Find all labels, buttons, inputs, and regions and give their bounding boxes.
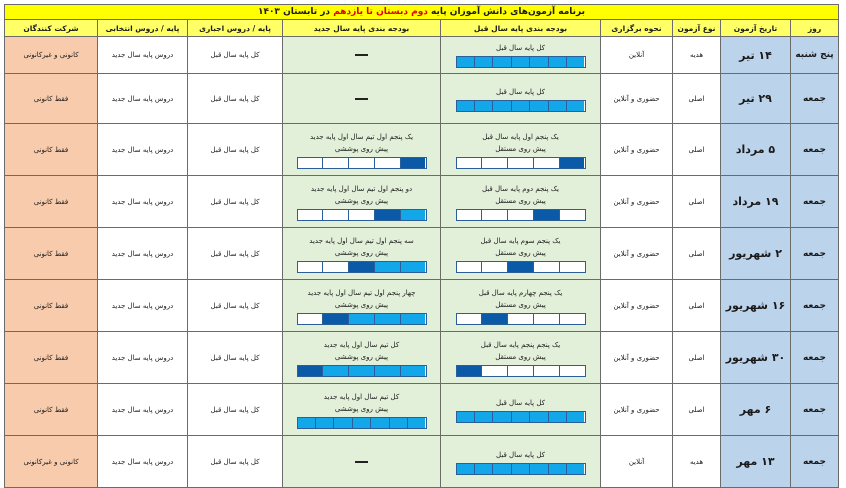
optional-cell: دروس پایه سال جدید (98, 124, 188, 176)
header-participants: شرکت کنندگان (5, 20, 98, 37)
progress-segment (375, 262, 401, 272)
mode-cell: حضوری و آنلاین (601, 228, 673, 280)
progress-bar (456, 100, 586, 112)
progress-segment (512, 412, 530, 422)
participants-cell: کانونی و غیرکانونی (5, 37, 98, 74)
participants-cell: فقط کانونی (5, 228, 98, 280)
progress-segment (457, 158, 483, 168)
mode-cell: آنلاین (601, 37, 673, 74)
header-budget-old: بودجه بندی پایه سال قبل (441, 20, 601, 37)
progress-segment (482, 314, 508, 324)
budget-line: کل پایه سال قبل (496, 398, 545, 407)
optional-cell: دروس پایه سال جدید (98, 228, 188, 280)
progress-segment (401, 366, 426, 376)
optional-cell: دروس پایه سال جدید (98, 74, 188, 124)
budget-line: پیش روی پوششی (334, 196, 389, 205)
mandatory-cell: کل پایه سال قبل (188, 37, 283, 74)
date-cell: ۳۰ شهریور (721, 332, 791, 384)
progress-segment (349, 314, 375, 324)
progress-segment (457, 464, 475, 474)
header-row (5, 20, 839, 37)
table-row (5, 332, 839, 384)
participants-cell: فقط کانونی (5, 384, 98, 436)
budget-line: کل تیم سال اول پایه جدید (323, 340, 400, 349)
header-type: نوع آزمون (673, 20, 721, 37)
progress-segment (512, 57, 530, 67)
progress-segment (530, 101, 548, 111)
title-part2: در تابستان ۱۴۰۳ (257, 7, 331, 17)
budget-line: چهار پنجم اول تیم سال اول پایه جدید (307, 288, 416, 297)
mandatory-cell: کل پایه سال قبل (188, 280, 283, 332)
progress-segment (316, 418, 334, 428)
budget-line: یک پنجم پنجم پایه سال قبل (480, 340, 561, 349)
budget-line: کل تیم سال اول پایه جدید (323, 392, 400, 401)
table-row (5, 37, 839, 74)
progress-segment (512, 101, 530, 111)
progress-segment (560, 366, 585, 376)
budget-old-cell (441, 74, 601, 124)
day-cell: پنج شنبه (791, 37, 839, 74)
budget-new-cell (283, 74, 441, 124)
progress-segment (349, 366, 375, 376)
budget-line: پیش روی پوششی (334, 300, 389, 309)
progress-segment (567, 101, 584, 111)
budget-old-cell (441, 124, 601, 176)
progress-bar (297, 365, 427, 377)
mandatory-cell: کل پایه سال قبل (188, 176, 283, 228)
table-row (5, 228, 839, 280)
day-cell: جمعه (791, 436, 839, 488)
budget-new-cell (283, 384, 441, 436)
budget-old-cell (441, 384, 601, 436)
budget-line: پیش روی مستقل (495, 352, 546, 361)
progress-segment (482, 158, 508, 168)
progress-segment (349, 262, 375, 272)
progress-segment (323, 158, 349, 168)
exam-type-cell: اصلی (673, 74, 721, 124)
exam-type-cell: اصلی (673, 124, 721, 176)
table-row (5, 74, 839, 124)
day-cell: جمعه (791, 384, 839, 436)
progress-segment (508, 366, 534, 376)
date-cell: ۶ مهر (721, 384, 791, 436)
progress-segment (534, 314, 560, 324)
day-cell: جمعه (791, 228, 839, 280)
date-cell: ۱۴ تیر (721, 37, 791, 74)
progress-segment (457, 210, 483, 220)
progress-segment (475, 412, 493, 422)
mandatory-cell: کل پایه سال قبل (188, 228, 283, 280)
budget-new-cell (283, 37, 441, 74)
progress-segment (401, 262, 426, 272)
progress-segment (482, 366, 508, 376)
progress-segment (549, 464, 567, 474)
progress-segment (323, 314, 349, 324)
budget-line: کل پایه سال قبل (496, 44, 545, 52)
progress-segment (493, 101, 511, 111)
progress-segment (508, 314, 534, 324)
progress-segment (534, 210, 560, 220)
header-optional: پایه / دروس انتخابی (98, 20, 188, 37)
budget-line: دو پنجم اول تیم سال اول پایه جدید (310, 184, 413, 193)
exam-type-cell: اصلی (673, 332, 721, 384)
empty-dash (355, 54, 368, 56)
progress-segment (375, 314, 401, 324)
progress-bar (456, 209, 586, 221)
participants-cell: فقط کانونی (5, 124, 98, 176)
progress-bar (297, 313, 427, 325)
day-cell: جمعه (791, 332, 839, 384)
budget-line: پیش روی پوششی (334, 352, 389, 361)
budget-line: یک پنجم اول پایه سال قبل (482, 132, 559, 141)
progress-bar (297, 157, 427, 169)
progress-segment (390, 418, 408, 428)
date-cell: ۱۹ مرداد (721, 176, 791, 228)
exam-type-cell: اصلی (673, 280, 721, 332)
mode-cell: حضوری و آنلاین (601, 74, 673, 124)
budget-new-cell (283, 436, 441, 488)
exam-type-cell: اصلی (673, 384, 721, 436)
budget-line: کل پایه سال قبل (496, 87, 545, 96)
budget-old-cell (441, 37, 601, 74)
optional-cell: دروس پایه سال جدید (98, 37, 188, 74)
progress-segment (508, 262, 534, 272)
progress-segment (482, 210, 508, 220)
progress-segment (534, 366, 560, 376)
date-cell: ۲۹ تیر (721, 74, 791, 124)
budget-old-cell (441, 436, 601, 488)
progress-segment (530, 464, 548, 474)
mode-cell: حضوری و آنلاین (601, 384, 673, 436)
progress-segment (475, 101, 493, 111)
progress-bar (456, 365, 586, 377)
progress-segment (560, 314, 585, 324)
progress-segment (323, 366, 349, 376)
progress-segment (567, 464, 584, 474)
empty-dash (355, 98, 368, 100)
exam-schedule-table (4, 4, 839, 488)
progress-segment (298, 314, 324, 324)
empty-dash (355, 461, 368, 463)
participants-cell: فقط کانونی (5, 74, 98, 124)
progress-bar (297, 417, 427, 429)
mode-cell: حضوری و آنلاین (601, 280, 673, 332)
budget-line: یک پنجم سوم پایه سال قبل (480, 236, 561, 245)
header-day: روز (791, 20, 839, 37)
table-row (5, 384, 839, 436)
header-mandatory: پایه / دروس اجباری (188, 20, 283, 37)
participants-cell: فقط کانونی (5, 332, 98, 384)
progress-segment (549, 57, 567, 67)
day-cell: جمعه (791, 280, 839, 332)
exam-type-cell: هدیه (673, 436, 721, 488)
day-cell: جمعه (791, 74, 839, 124)
progress-segment (508, 210, 534, 220)
optional-cell: دروس پایه سال جدید (98, 332, 188, 384)
progress-segment (457, 101, 475, 111)
progress-segment (334, 418, 352, 428)
header-mode: نحوه برگزاری (601, 20, 673, 37)
participants-cell: فقط کانونی (5, 176, 98, 228)
progress-segment (298, 262, 324, 272)
progress-segment (482, 262, 508, 272)
title-grade-range: دوم دبستان تا یازدهم (333, 7, 428, 17)
budget-line: پیش روی پوششی (334, 144, 389, 153)
budget-line: پیش روی مستقل (495, 196, 546, 205)
progress-bar (456, 463, 586, 475)
progress-segment (493, 464, 511, 474)
progress-bar (297, 209, 427, 221)
progress-bar (456, 313, 586, 325)
progress-segment (298, 158, 324, 168)
mandatory-cell: کل پایه سال قبل (188, 384, 283, 436)
progress-segment (475, 57, 493, 67)
date-cell: ۲ شهریور (721, 228, 791, 280)
title-part1: برنامه آزمون‌های دانش آموزان پایه (431, 7, 586, 17)
progress-segment (298, 366, 324, 376)
progress-segment (567, 412, 584, 422)
progress-segment (353, 418, 371, 428)
progress-segment (401, 210, 426, 220)
progress-segment (457, 262, 483, 272)
progress-segment (512, 464, 530, 474)
progress-segment (534, 262, 560, 272)
mandatory-cell: کل پایه سال قبل (188, 332, 283, 384)
budget-line: پیش روی پوششی (334, 404, 389, 413)
budget-old-cell (441, 332, 601, 384)
progress-segment (549, 412, 567, 422)
exam-type-cell: اصلی (673, 228, 721, 280)
progress-bar (456, 56, 586, 68)
date-cell: ۱۶ شهریور (721, 280, 791, 332)
optional-cell: دروس پایه سال جدید (98, 436, 188, 488)
mandatory-cell: کل پایه سال قبل (188, 436, 283, 488)
budget-line: پیش روی مستقل (495, 248, 546, 257)
progress-segment (408, 418, 425, 428)
budget-new-cell (283, 332, 441, 384)
participants-cell: فقط کانونی (5, 280, 98, 332)
progress-segment (475, 464, 493, 474)
header-budget-new: بودجه بندی پایه سال جدید (283, 20, 441, 37)
progress-segment (375, 158, 401, 168)
exam-type-cell: اصلی (673, 176, 721, 228)
progress-bar (456, 411, 586, 423)
budget-old-cell (441, 280, 601, 332)
progress-segment (549, 101, 567, 111)
progress-segment (493, 412, 511, 422)
table-row (5, 436, 839, 488)
progress-segment (567, 57, 584, 67)
budget-new-cell (283, 124, 441, 176)
header-date: تاریخ آزمون (721, 20, 791, 37)
progress-segment (457, 314, 483, 324)
progress-segment (457, 366, 483, 376)
budget-line: یک پنجم چهارم پایه سال قبل (478, 288, 563, 297)
mandatory-cell: کل پایه سال قبل (188, 74, 283, 124)
progress-segment (323, 262, 349, 272)
mandatory-cell: کل پایه سال قبل (188, 124, 283, 176)
progress-segment (371, 418, 389, 428)
progress-segment (530, 412, 548, 422)
progress-segment (493, 57, 511, 67)
page-title (5, 5, 839, 20)
budget-old-cell (441, 176, 601, 228)
progress-segment (323, 210, 349, 220)
progress-segment (457, 57, 475, 67)
table-row (5, 280, 839, 332)
progress-segment (349, 158, 375, 168)
budget-new-cell (283, 176, 441, 228)
mode-cell: حضوری و آنلاین (601, 332, 673, 384)
mode-cell: حضوری و آنلاین (601, 176, 673, 228)
progress-segment (298, 210, 324, 220)
day-cell: جمعه (791, 176, 839, 228)
table-row (5, 176, 839, 228)
progress-segment (298, 418, 316, 428)
budget-line: پیش روی مستقل (495, 144, 546, 153)
budget-new-cell (283, 228, 441, 280)
progress-segment (534, 158, 560, 168)
optional-cell: دروس پایه سال جدید (98, 176, 188, 228)
exam-type-cell: هدیه (673, 37, 721, 74)
mode-cell: آنلاین (601, 436, 673, 488)
budget-line: پیش روی مستقل (495, 300, 546, 309)
day-cell: جمعه (791, 124, 839, 176)
optional-cell: دروس پایه سال جدید (98, 280, 188, 332)
progress-segment (401, 314, 426, 324)
participants-cell: کانونی و غیرکانونی (5, 436, 98, 488)
budget-line: یک پنجم دوم پایه سال قبل (481, 184, 560, 193)
progress-segment (560, 262, 585, 272)
progress-segment (401, 158, 426, 168)
budget-line: پیش روی پوششی (334, 248, 389, 257)
progress-segment (508, 158, 534, 168)
budget-new-cell (283, 280, 441, 332)
progress-segment (375, 210, 401, 220)
progress-bar (297, 261, 427, 273)
progress-segment (560, 210, 585, 220)
budget-line: سه پنجم اول تیم سال اول پایه جدید (309, 236, 414, 245)
progress-bar (456, 157, 586, 169)
progress-segment (560, 158, 585, 168)
budget-old-cell (441, 228, 601, 280)
budget-line: یک پنجم اول تیم سال اول پایه جدید (309, 132, 414, 141)
progress-segment (349, 210, 375, 220)
date-cell: ۵ مرداد (721, 124, 791, 176)
progress-segment (375, 366, 401, 376)
mode-cell: حضوری و آنلاین (601, 124, 673, 176)
progress-segment (457, 412, 475, 422)
optional-cell: دروس پایه سال جدید (98, 384, 188, 436)
date-cell: ۱۳ مهر (721, 436, 791, 488)
budget-line: کل پایه سال قبل (496, 450, 545, 459)
table-row (5, 124, 839, 176)
progress-bar (456, 261, 586, 273)
progress-segment (530, 57, 548, 67)
